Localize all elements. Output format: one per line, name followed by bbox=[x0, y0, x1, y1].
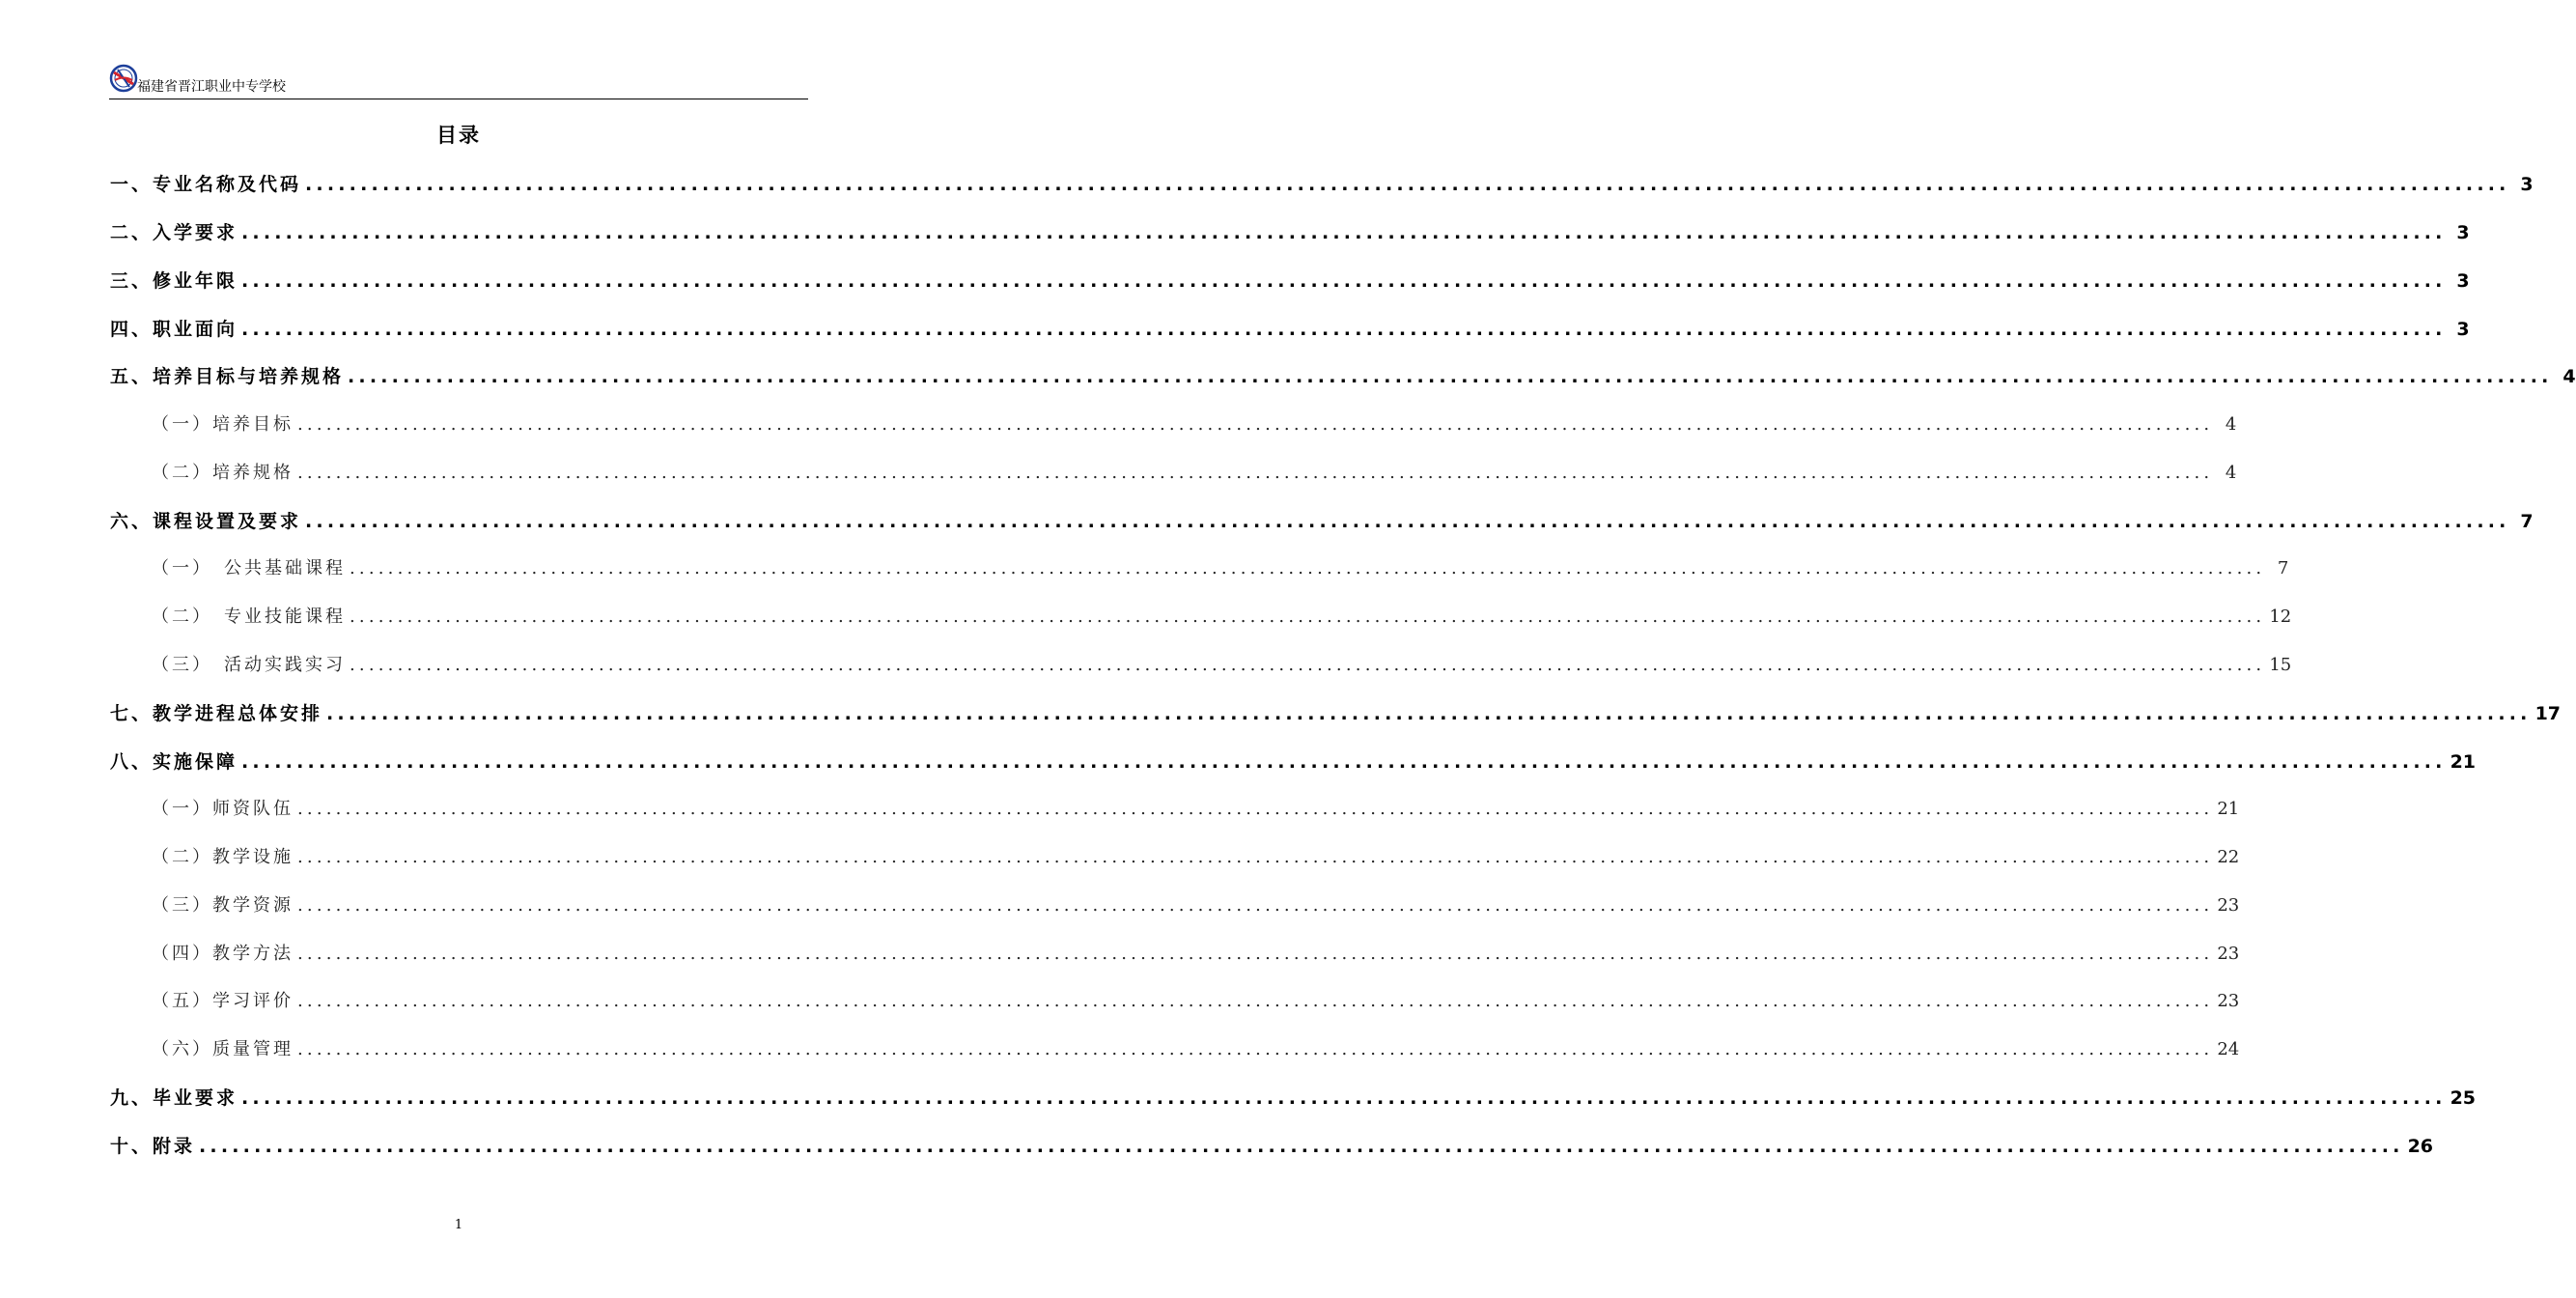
toc-entry[interactable] bbox=[110, 1132, 2434, 1161]
toc-subentry[interactable] bbox=[152, 891, 2240, 920]
dot-leader: ........................................................................................................................................................................................................ bbox=[297, 895, 2214, 916]
toc-entry-page: 3 bbox=[2456, 222, 2470, 243]
page-header bbox=[109, 64, 808, 99]
toc-entry-label: 八、实施保障 bbox=[110, 751, 238, 773]
page-title: 目录 bbox=[436, 124, 481, 147]
toc-entry[interactable] bbox=[110, 218, 2470, 247]
toc-subentry-label: （六）质量管理 bbox=[152, 1039, 294, 1059]
toc-entry[interactable] bbox=[110, 1084, 2477, 1113]
toc-subentry-label: （二）培养规格 bbox=[152, 463, 294, 483]
toc-subentry-page: 4 bbox=[2225, 414, 2237, 435]
school-name: 福建省晋江职业中专学校 bbox=[137, 79, 286, 95]
toc-subentry[interactable] bbox=[152, 843, 2240, 872]
toc-subentry[interactable] bbox=[152, 459, 2237, 488]
toc-entry-label: 九、毕业要求 bbox=[110, 1087, 238, 1109]
dot-leader: ........................................................................................................................................................................................................ bbox=[350, 607, 2266, 627]
dot-leader: ........................................................................................................................................................................................................ bbox=[350, 558, 2266, 578]
toc-subentry-label: （四）教学方法 bbox=[152, 944, 294, 964]
toc-subentry[interactable] bbox=[152, 554, 2289, 583]
dot-leader: ........................................................................................................................................................................................................ bbox=[305, 511, 2510, 532]
toc-entry-page: 4 bbox=[2562, 366, 2576, 387]
dot-leader: ........................................................................................................................................................................................................ bbox=[241, 1087, 2447, 1109]
toc-entry-label: 一、专业名称及代码 bbox=[110, 174, 302, 195]
dot-leader: ........................................................................................................................................................................................................ bbox=[241, 222, 2447, 243]
toc-entry[interactable] bbox=[110, 699, 2562, 728]
dot-leader: ........................................................................................................................................................................................................ bbox=[326, 703, 2532, 724]
dot-leader: ........................................................................................................................................................................................................ bbox=[199, 1136, 2404, 1157]
toc-subentry-page: 21 bbox=[2217, 799, 2240, 819]
toc-subentry[interactable] bbox=[152, 940, 2240, 969]
dot-leader: ........................................................................................................................................................................................................ bbox=[297, 799, 2214, 819]
dot-leader: ........................................................................................................................................................................................................ bbox=[297, 1039, 2214, 1059]
dot-leader: ........................................................................................................................................................................................................ bbox=[350, 655, 2266, 675]
toc-subentry[interactable] bbox=[152, 987, 2240, 1016]
toc-entry-label: 四、职业面向 bbox=[110, 319, 238, 340]
toc-entry-label: 六、课程设置及要求 bbox=[110, 511, 302, 532]
toc-entry[interactable] bbox=[110, 315, 2470, 344]
dot-leader: ........................................................................................................................................................................................................ bbox=[241, 751, 2447, 773]
dot-leader: ........................................................................................................................................................................................................ bbox=[241, 270, 2447, 292]
toc-subentry-page: 23 bbox=[2217, 944, 2240, 964]
dot-leader: ........................................................................................................................................................................................................ bbox=[297, 847, 2214, 867]
toc-subentry[interactable] bbox=[152, 651, 2292, 680]
toc-entry-page: 3 bbox=[2456, 270, 2470, 292]
toc-entry-page: 21 bbox=[2450, 751, 2477, 773]
toc-entry-label: 二、入学要求 bbox=[110, 222, 238, 243]
toc-entry-label: 七、教学进程总体安排 bbox=[110, 703, 323, 724]
dot-leader: ........................................................................................................................................................................................................ bbox=[348, 366, 2553, 387]
toc-subentry-label: （一）师资队伍 bbox=[152, 799, 294, 819]
dot-leader: ........................................................................................................................................................................................................ bbox=[305, 174, 2510, 195]
toc-entry-page: 25 bbox=[2450, 1087, 2477, 1109]
toc-subentry-page: 23 bbox=[2217, 991, 2240, 1011]
dot-leader: ........................................................................................................................................................................................................ bbox=[297, 414, 2214, 435]
toc-entry[interactable] bbox=[110, 362, 2576, 391]
toc-subentry[interactable] bbox=[152, 1035, 2240, 1064]
toc-entry[interactable] bbox=[110, 267, 2470, 296]
toc-subentry-label: （一）培养目标 bbox=[152, 414, 294, 435]
toc-entry-label: 三、修业年限 bbox=[110, 270, 238, 292]
toc-subentry-page: 22 bbox=[2217, 847, 2240, 867]
toc-subentry-label: （二）教学设施 bbox=[152, 847, 294, 867]
toc-entry-label: 十、附录 bbox=[110, 1136, 196, 1157]
toc-entry-page: 3 bbox=[2520, 174, 2534, 195]
toc-subentry-page: 12 bbox=[2269, 607, 2292, 627]
toc-subentry-label: （一） 公共基础课程 bbox=[152, 558, 346, 578]
toc-subentry-page: 7 bbox=[2277, 558, 2289, 578]
dot-leader: ........................................................................................................................................................................................................ bbox=[297, 944, 2214, 964]
toc-entry[interactable] bbox=[110, 507, 2534, 536]
toc-subentry-page: 4 bbox=[2225, 463, 2237, 483]
toc-entry-page: 7 bbox=[2520, 511, 2534, 532]
dot-leader: ........................................................................................................................................................................................................ bbox=[241, 319, 2447, 340]
toc-entry-page: 26 bbox=[2407, 1136, 2434, 1157]
toc-entry-page: 17 bbox=[2534, 703, 2562, 724]
toc-subentry-page: 15 bbox=[2269, 655, 2292, 675]
toc-subentry[interactable] bbox=[152, 603, 2292, 632]
toc-subentry-label: （二） 专业技能课程 bbox=[152, 607, 346, 627]
dot-leader: ........................................................................................................................................................................................................ bbox=[297, 991, 2214, 1011]
toc-subentry-label: （三）教学资源 bbox=[152, 895, 294, 916]
dot-leader: ........................................................................................................................................................................................................ bbox=[297, 463, 2214, 483]
toc-entry[interactable] bbox=[110, 748, 2477, 776]
toc-subentry-label: （三） 活动实践实习 bbox=[152, 655, 346, 675]
toc-subentry-page: 24 bbox=[2217, 1039, 2240, 1059]
toc-entry-page: 3 bbox=[2456, 319, 2470, 340]
page-number: 1 bbox=[454, 1218, 463, 1232]
toc-subentry[interactable] bbox=[152, 795, 2240, 824]
toc-entry[interactable] bbox=[110, 170, 2534, 199]
toc-entry-label: 五、培养目标与培养规格 bbox=[110, 366, 345, 387]
toc-subentry-label: （五）学习评价 bbox=[152, 991, 294, 1011]
toc-subentry[interactable] bbox=[152, 410, 2237, 439]
school-emblem-icon bbox=[109, 64, 138, 93]
toc-subentry-page: 23 bbox=[2217, 895, 2240, 916]
